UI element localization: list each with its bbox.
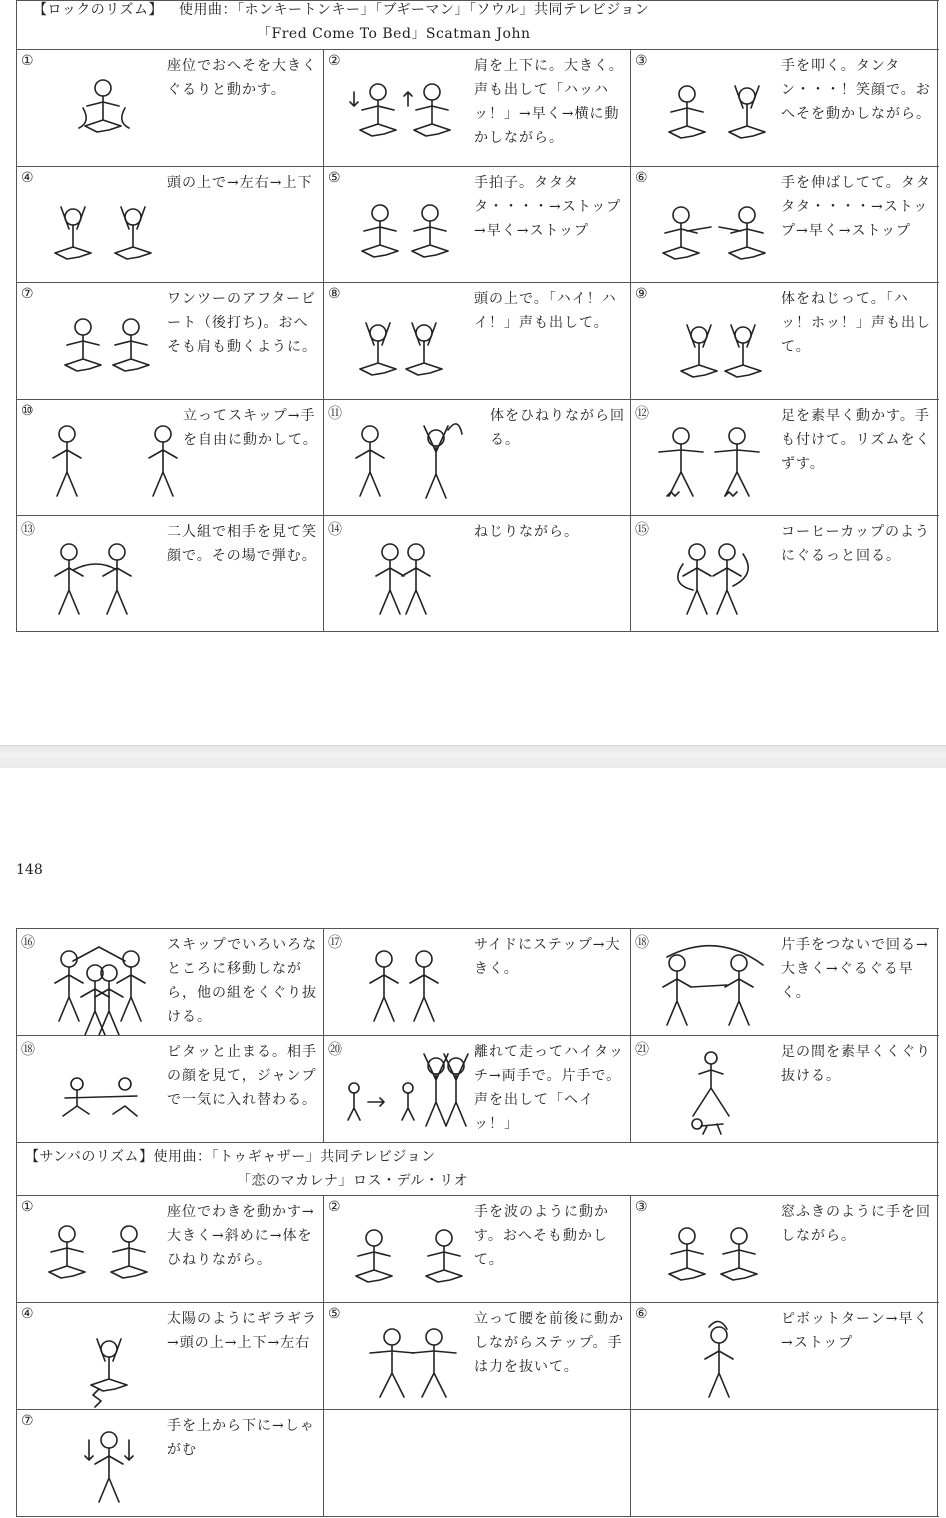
- step-text: 足を素早く動かす。手も付けて。リズムをくずす。: [781, 408, 931, 472]
- step-text: ピタッと止まる。相手の顔を見て，ジャンプで一気に入れ替わる。: [167, 1044, 317, 1108]
- crouch-figure-icon: [33, 1418, 165, 1516]
- samba-row-3: [17, 1410, 939, 1517]
- rock-cell-8: [324, 283, 631, 399]
- side-step-pair-icon: [340, 937, 472, 1035]
- step-text: ピボットターン→早く→ストップ: [781, 1311, 929, 1351]
- overhead-figures-icon: [33, 175, 165, 275]
- step-number: ⑥: [635, 1306, 648, 1322]
- shoulder-figures-icon: [340, 58, 472, 158]
- page-148: [0, 768, 946, 1518]
- samba-cell-1: [17, 1196, 324, 1302]
- page-divider: [0, 745, 946, 769]
- rock-cell-5: [324, 167, 631, 282]
- rock-header: [17, 1, 938, 49]
- rock-cell-20: [324, 1036, 631, 1142]
- rock-cell-2: [324, 50, 631, 166]
- jump-swap-pair-icon: [33, 1044, 165, 1142]
- step-number: ⑳: [328, 1042, 342, 1058]
- samba-cell-empty-2: [631, 1410, 938, 1516]
- step-number: ②: [328, 53, 341, 69]
- arch-group-icon: [33, 937, 165, 1035]
- step-number: ④: [21, 170, 34, 186]
- step-text: 座位でおへそを大きくぐるりと動かす。: [167, 58, 317, 98]
- step-text: 手を叩く。タンタン・・・！笑顔で。おへそを動かしながら。: [781, 58, 931, 122]
- step-text: サイドにステップ→大きく。: [474, 937, 621, 977]
- step-number: ③: [635, 1199, 648, 1215]
- side-move-figures-icon: [33, 1204, 165, 1302]
- step-number: ①: [21, 1199, 34, 1215]
- clapping-figures-icon: [647, 58, 779, 158]
- samba-cell-3: [631, 1196, 938, 1302]
- spinning-figures-icon: [340, 408, 472, 508]
- rock-table-continued: [16, 928, 939, 1517]
- rock-cell-9: [631, 283, 938, 399]
- step-text: 手拍子。タタタタ・・・・→ストップ→早く→ストップ: [474, 175, 622, 239]
- step-number: ⑥: [635, 170, 648, 186]
- step-number: ㉑: [635, 1042, 649, 1058]
- high-five-figures-icon: [340, 1044, 472, 1142]
- rock-cell-1: [17, 50, 324, 166]
- rock-row-1: [17, 50, 939, 167]
- window-wipe-figures-icon: [647, 1204, 779, 1302]
- page-number: 148: [16, 862, 43, 878]
- step-text: ねじりながら。: [474, 524, 579, 540]
- rock-cell-13: [17, 516, 324, 631]
- twisting-figures-icon: [647, 291, 779, 391]
- step-number: ⑱: [21, 1042, 35, 1058]
- step-number: ⑧: [328, 286, 341, 302]
- step-number: ④: [21, 1306, 34, 1322]
- samba-cell-empty-1: [324, 1410, 631, 1516]
- rock-cell-11: [324, 400, 631, 515]
- step-text: 二人組で相手を見て笑顔で。その場で弾む。: [167, 524, 317, 564]
- samba-cell-2: [324, 1196, 631, 1302]
- rock-row-7: [17, 1036, 939, 1143]
- rock-header-songs-1: 使用曲：「ホンキートンキー」「ブギーマン」「ソウル」共同テレビジョン: [178, 2, 650, 18]
- step-text: 頭の上で。「ハイ！ハイ！」声も出して。: [474, 291, 617, 331]
- step-text: 体をひねりながら回る。: [490, 408, 625, 448]
- step-number: ⑦: [21, 1413, 34, 1429]
- rock-cell-12: [631, 400, 938, 515]
- rock-cell-6: [631, 167, 938, 282]
- step-number: ⑩: [21, 403, 34, 419]
- step-text: 頭の上で→左右→上下: [167, 175, 313, 191]
- skipping-figures-icon: [33, 408, 193, 508]
- sitting-figure-icon: [33, 58, 165, 158]
- step-text: 体をねじって。「ハッ！ホッ！」声も出して。: [781, 291, 931, 355]
- step-number: ⑭: [328, 522, 342, 538]
- hands-up-figures-icon: [340, 291, 472, 391]
- samba-cell-5: [324, 1303, 631, 1409]
- rock-cell-4: [17, 167, 324, 282]
- rock-row-4: [17, 400, 939, 516]
- crawl-through-icon: [647, 1044, 779, 1142]
- samba-header-row: [17, 1143, 939, 1196]
- step-number: ①: [21, 53, 34, 69]
- step-text: 片手をつないで回る→大きく→ぐるぐる早く。: [781, 937, 929, 1001]
- rock-cell-19: [17, 1036, 324, 1142]
- rock-cell-15: [631, 516, 938, 631]
- rock-header-title: 【ロックのリズム】: [33, 2, 163, 18]
- step-text: 窓ふきのように手を回しながら。: [781, 1204, 931, 1244]
- rock-cell-3: [631, 50, 938, 166]
- sun-hands-figure-icon: [33, 1311, 165, 1409]
- samba-row-1: [17, 1196, 939, 1303]
- rock-cell-21: [631, 1036, 938, 1142]
- hip-step-figures-icon: [340, 1311, 472, 1409]
- rock-table: [16, 0, 939, 632]
- step-number: ⑱: [635, 935, 649, 951]
- step-text: 手を波のように動かす。おへそも動かして。: [474, 1204, 609, 1268]
- step-number: ⑰: [328, 935, 342, 951]
- step-number: ⑨: [635, 286, 648, 302]
- rock-cell-10: [17, 400, 324, 515]
- samba-header-songs-1: 使用曲：「トゥギャザー」共同テレビジョン: [153, 1149, 436, 1165]
- step-number: ②: [328, 1199, 341, 1215]
- samba-header-title: 【サンバのリズム】: [25, 1149, 154, 1165]
- step-text: 肩を上下に。大きく。声も出して「ハッハッ！」→早く→横に動かしながら。: [474, 58, 624, 146]
- step-number: ⑫: [635, 406, 649, 422]
- afterbeat-figures-icon: [33, 291, 165, 391]
- step-number: ⑪: [328, 406, 342, 422]
- rock-header-row: [17, 1, 939, 50]
- pivot-turn-figure-icon: [647, 1311, 779, 1409]
- rock-cell-16: [17, 929, 324, 1035]
- samba-cell-7: [17, 1410, 324, 1516]
- step-number: ⑤: [328, 1306, 341, 1322]
- rock-cell-17: [324, 929, 631, 1035]
- reaching-figures-icon: [647, 175, 779, 275]
- step-text: スキップでいろいろなところに移動しながら，他の組をくぐり抜ける。: [167, 937, 318, 1025]
- samba-header: [17, 1143, 938, 1195]
- step-text: 手を上から下に→しゃがむ: [167, 1418, 315, 1458]
- step-text: 手を伸ばしてて。タタタタ・・・・→ストップ→早く→ストップ: [781, 175, 931, 239]
- pair-figures-icon: [33, 524, 165, 624]
- fast-feet-figures-icon: [647, 408, 779, 508]
- page-rock: [0, 0, 946, 745]
- coffee-cup-spin-icon: [647, 524, 779, 624]
- rock-row-6: [17, 929, 939, 1036]
- step-text: 立って腰を前後に動かしながらステップ。手は力を抜いて。: [474, 1311, 624, 1375]
- step-text: 立ってスキップ→手を自由に動かして。: [183, 408, 318, 448]
- rock-cell-18: [631, 929, 938, 1035]
- wave-hands-figures-icon: [340, 1204, 472, 1302]
- step-number: ③: [635, 53, 648, 69]
- step-number: ⑬: [21, 522, 35, 538]
- clap-figures-icon: [340, 175, 472, 275]
- step-text: コーヒーカップのようにぐるっと回る。: [781, 524, 931, 564]
- rock-row-5: [17, 516, 939, 632]
- step-text: 足の間を素早くくぐり抜ける。: [781, 1044, 931, 1084]
- samba-header-songs-2: 「恋のマカレナ」ロス・デル・リオ: [237, 1173, 469, 1189]
- rock-cell-14: [324, 516, 631, 631]
- step-text: ワンツーのアフタービート（後打ち)。おへそも肩も動くように。: [167, 291, 317, 355]
- samba-cell-4: [17, 1303, 324, 1409]
- step-number: ⑤: [328, 170, 341, 186]
- step-text: 座位でわきを動かす→大きく→斜めに→体をひねりながら。: [167, 1204, 315, 1268]
- rock-cell-7: [17, 283, 324, 399]
- rock-row-3: [17, 283, 939, 400]
- step-text: 太陽のようにギラギラ→頭の上→上下→左右: [167, 1311, 317, 1351]
- step-number: ⑯: [21, 935, 35, 951]
- rock-header-songs-2: 「Fred Come To Bed」Scatman John: [257, 26, 531, 42]
- step-number: ⑮: [635, 522, 649, 538]
- rock-row-2: [17, 167, 939, 283]
- samba-cell-6: [631, 1303, 938, 1409]
- twisting-pair-icon: [340, 524, 472, 624]
- samba-row-2: [17, 1303, 939, 1410]
- step-number: ⑦: [21, 286, 34, 302]
- hand-spin-pair-icon: [647, 937, 779, 1035]
- step-text: 離れて走ってハイタッチ→両手で。片手で。声を出して「ヘイッ！」: [474, 1044, 624, 1132]
